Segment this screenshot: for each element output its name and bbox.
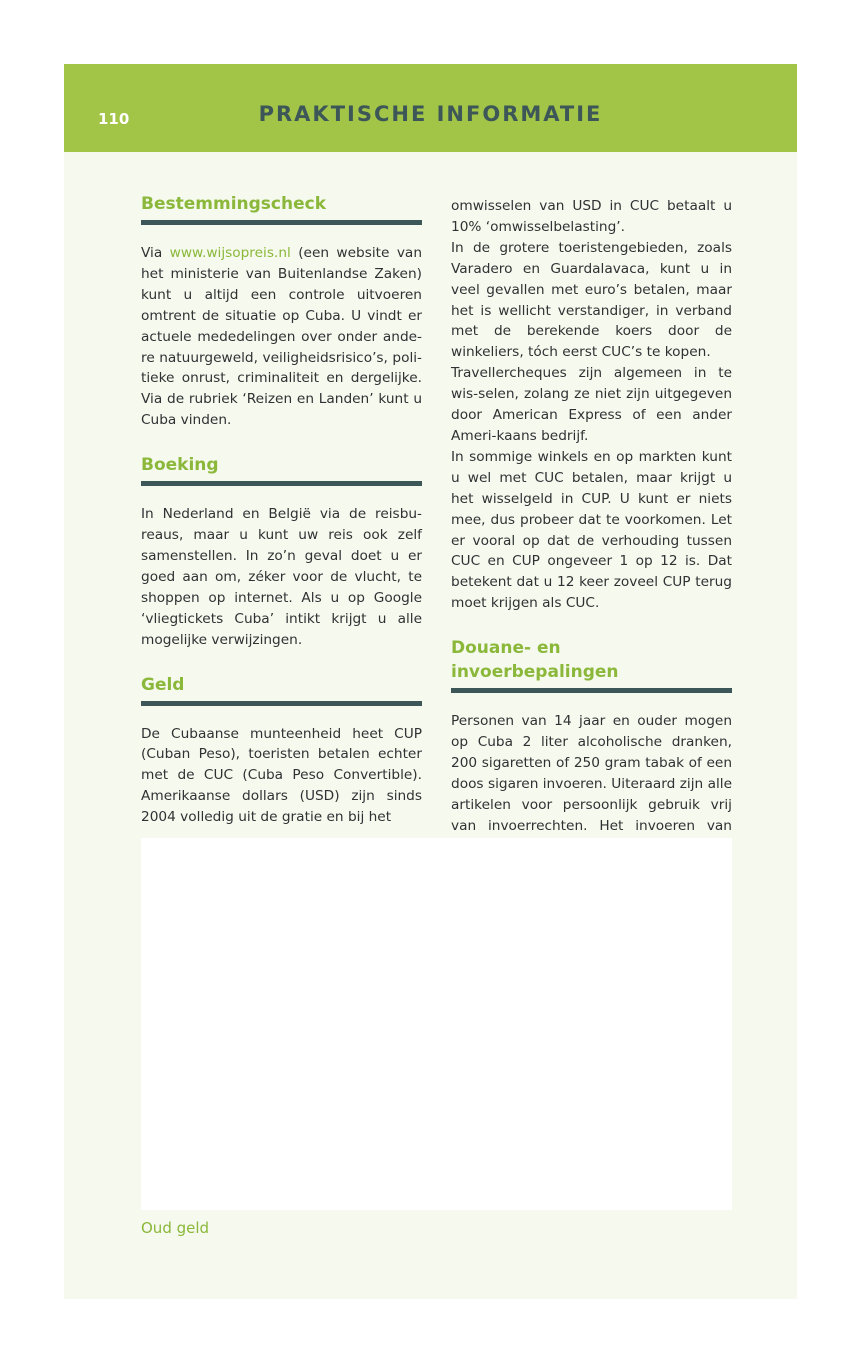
paragraph-geld-continued-2: In de grotere toeristengebieden, zoals Varadero en Guardalavaca, kunt u in veel gevallen met euro’s betalen, maar het is wellicht verstandiger, in verband met de berekende koers door de winkeliers, tóch eerst CUC’s te kopen. [451,239,732,361]
left-column [141,192,422,828]
text-pre-link: Via [141,245,170,261]
heading-geld: Geld [141,673,422,706]
text-post-link: (een website van het ministerie van Buitenlandse Zaken) kunt u altijd een controle uitvoeren omtrent de situatie op Cuba. U vindt er actuele mededelingen over onder ande-re natuurgeweld, veiligheidsrisico’s, poli-tieke onrust, criminaliteit en dergelijke. Via de rubriek ‘Reizen en Landen’ kunt u Cuba vinden. [141,245,422,429]
heading-bestemmingscheck: Bestemmingscheck [141,192,422,225]
page-number: 110 [98,110,130,128]
photo-placeholder [141,838,732,1210]
paragraph-douane: Personen van 14 jaar en ouder mogen op Cuba 2 liter alcoholische dranken, 200 sigaretten of 250 gram tabak of een doos sigaren invoeren. Uiteraard zijn alle artikelen voor persoonlijk gebruik vrij van invoerrechten. Het invoeren van [451,713,732,834]
photo-caption: Oud geld [141,1219,210,1237]
paragraph-geld-continued-3: Travellercheques zijn algemeen in te wis-selen, zolang ze niet zijn uitgegeven door American Express of een ander Ameri-kaans bedrijf. [451,365,732,444]
website-link[interactable]: www.wijsopreis.nl [169,245,291,261]
paragraph-geld: De Cubaanse munteenheid heet CUP (Cuban Peso), toeristen betalen echter met de CUC (Cuba Peso Convertible). Amerikaanse dollars (USD) zijn sinds 2004 volledig uit de gratie en bij het [141,725,422,826]
heading-boeking: Boeking [141,453,422,486]
section-title: PRAKTISCHE INFORMATIE [258,102,603,126]
paragraph-bestemmingscheck [141,243,422,431]
paragraph-geld-continued-1: omwisselen van USD in CUC betaalt u 10% ‘omwisselbelasting’. [451,198,732,235]
page [64,64,797,1299]
heading-douane: Douane- en invoerbepalingen [451,636,732,693]
paragraph-boeking: In Nederland en België via de reisbu-reaus, maar u kunt uw reis ook zelf samenstellen. In zo’n geval doet u er goed aan om, zéker voor de vlucht, te shoppen op internet. Als u op Google ‘vliegtickets Cuba’ intikt krijgt u alle mogelijke verwijzingen. [141,506,422,648]
right-column [451,196,732,857]
header-bar [64,64,797,152]
paragraph-geld-continued-4: In sommige winkels en op markten kunt u wel met CUC betalen, maar krijgt u het wisselgeld in CUP. U kunt er niets mee, dus probeer dat te voorkomen. Let er vooral op dat de verhouding tussen CUC en CUP ongeveer 1 op 12 is. Dat betekent dat u 12 keer zoveel CUP terug moet krijgen als CUC. [451,448,732,612]
